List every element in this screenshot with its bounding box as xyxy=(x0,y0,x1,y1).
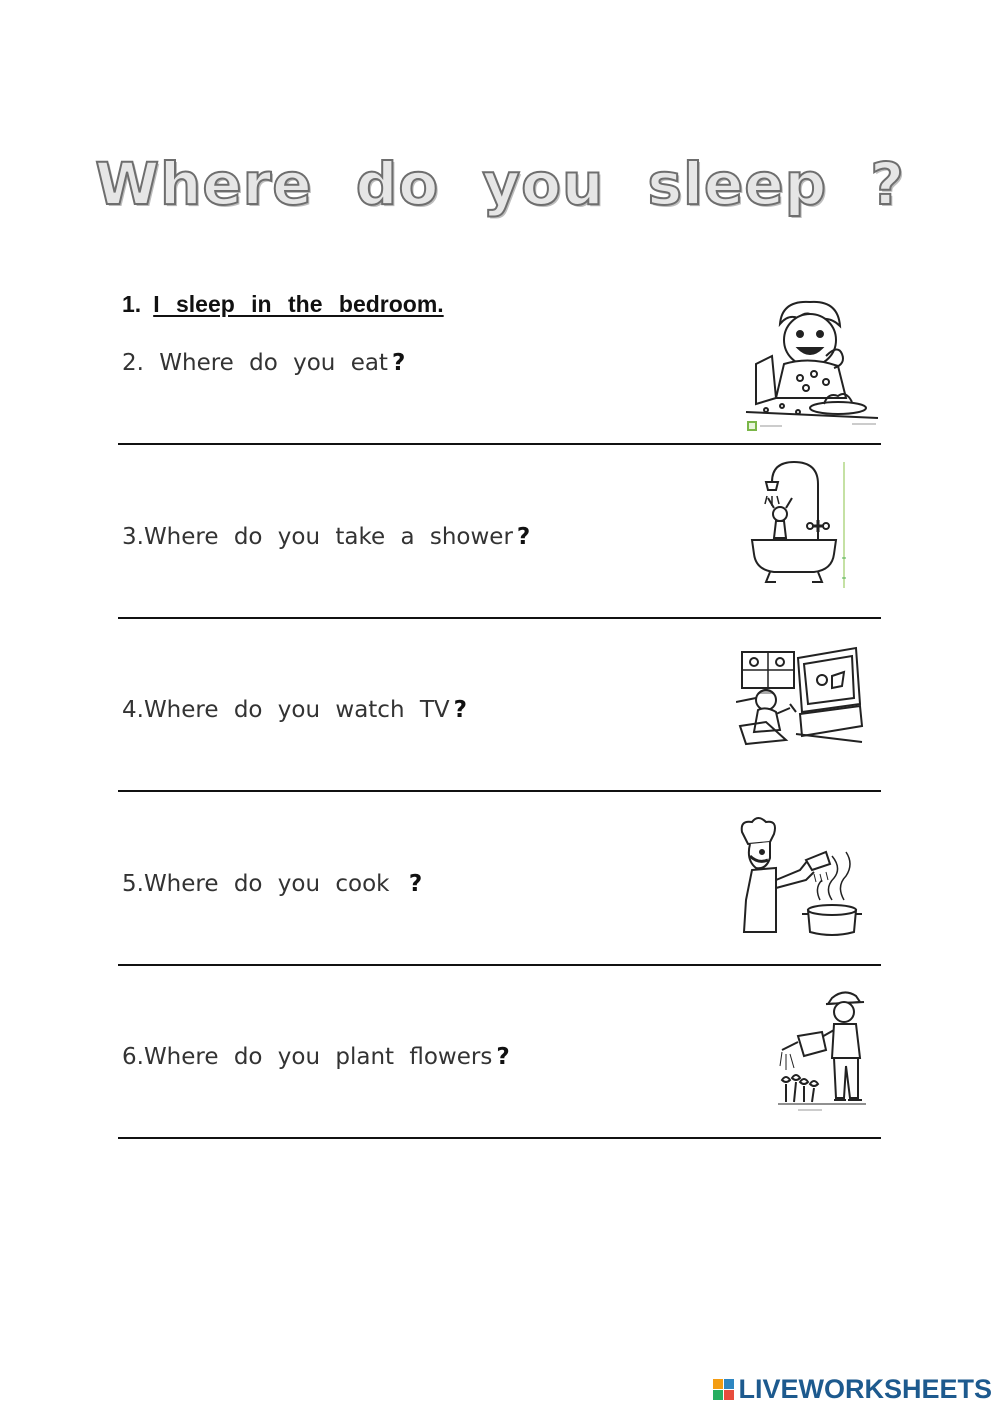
chef-cooking-icon xyxy=(736,816,864,938)
question-mark: ? xyxy=(496,1044,510,1070)
answer-line-3[interactable] xyxy=(118,617,881,619)
brand-name: LIVEWORKSHEETS xyxy=(738,1374,992,1404)
answer-number: 1. xyxy=(122,291,142,317)
boy-eating-icon xyxy=(742,294,882,434)
question-text: 2. Where do you eat xyxy=(122,350,388,376)
answer-line xyxy=(122,291,444,318)
answer-line-5[interactable] xyxy=(118,964,881,966)
question-2 xyxy=(122,350,405,376)
child-watching-tv-icon xyxy=(736,642,864,750)
answer-text: I sleep in the bedroom. xyxy=(153,291,444,317)
question-mark: ? xyxy=(453,697,467,723)
question-mark: ? xyxy=(408,871,423,897)
question-mark: ? xyxy=(516,524,531,550)
question-text: 5.Where do you cook xyxy=(122,871,405,897)
question-text: 4.Where do you watch TV xyxy=(122,697,450,723)
shower-bathtub-icon xyxy=(748,458,852,592)
question-mark: ? xyxy=(391,350,406,376)
question-text: 3.Where do you take a shower xyxy=(122,524,513,550)
answer-line-2[interactable] xyxy=(118,443,881,445)
question-text: 6.Where do you plant flowers xyxy=(122,1044,493,1070)
question-5 xyxy=(122,871,422,897)
liveworksheets-logo xyxy=(713,1374,992,1405)
question-4 xyxy=(122,697,467,723)
question-3 xyxy=(122,524,530,550)
answer-line-4[interactable] xyxy=(118,790,881,792)
question-6 xyxy=(122,1044,510,1070)
answer-line-6[interactable] xyxy=(118,1137,881,1139)
liveworksheets-logo-icon xyxy=(713,1379,734,1400)
worksheet-title: Where do you sleep ? xyxy=(95,150,905,218)
boy-watering-flowers-icon xyxy=(776,986,870,1114)
